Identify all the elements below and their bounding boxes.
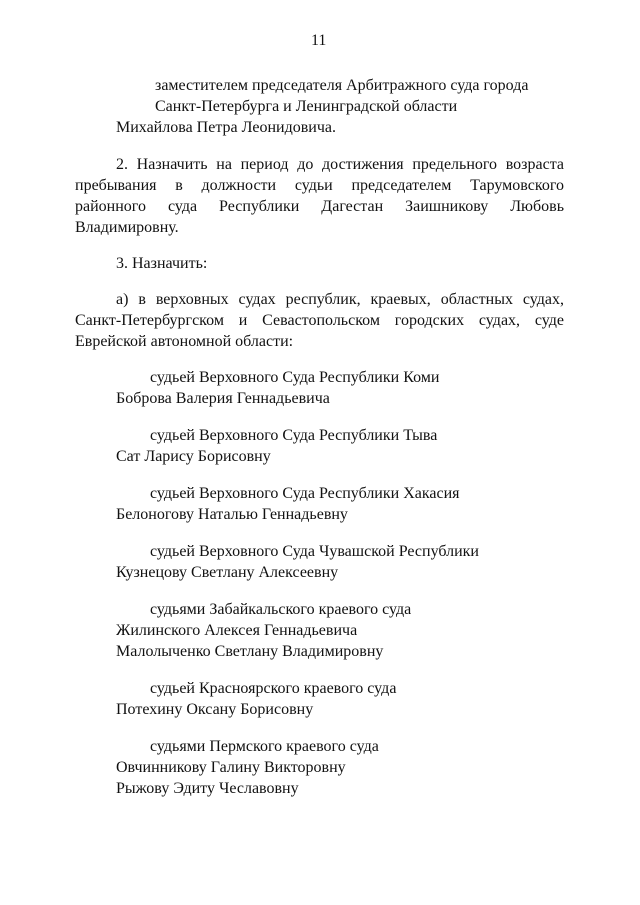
- item2-line: районного суда Республики Дагестан Заишникову Любовь: [75, 198, 564, 215]
- page-number: 11: [311, 32, 327, 49]
- appointment-position: судьей Верховного Суда Республики Коми: [150, 369, 440, 386]
- appointee-name: Боброва Валерия Геннадьевича: [116, 390, 330, 407]
- appointee-name: Рыжову Эдиту Чеславовну: [116, 780, 299, 797]
- item2-line: пребывания в должности судьи председателем Тарумовского: [75, 177, 564, 194]
- appointment-position: судьями Забайкальского краевого суда: [150, 601, 412, 618]
- intro-line: Михайлова Петра Леонидовича.: [116, 119, 336, 136]
- item2-line: 2. Назначить на период до достижения предельного возраста: [116, 156, 564, 173]
- appointee-name: Кузнецову Светлану Алексеевну: [116, 564, 339, 581]
- appointee-name: Белоногову Наталью Геннадьевну: [116, 506, 348, 523]
- sub-a-line: Еврейской автономной области:: [75, 333, 294, 350]
- appointment-position: судьей Верховного Суда Республики Хакасия: [150, 485, 460, 502]
- appointee-name: Потехину Оксану Борисовну: [116, 701, 314, 718]
- appointee-name: Сат Ларису Борисовну: [116, 448, 271, 465]
- appointment-position: судьями Пермского краевого суда: [150, 738, 379, 755]
- item2-line: Владимировну.: [75, 219, 179, 236]
- appointment-position: судьей Красноярского краевого суда: [150, 680, 397, 697]
- appointment-position: судьей Верховного Суда Чувашской Республики: [150, 543, 479, 560]
- intro-line: заместителем председателя Арбитражного суда города: [155, 77, 529, 94]
- sub-a-line: Санкт-Петербургском и Севастопольском городских судах, суде: [75, 312, 564, 329]
- intro-line: Санкт-Петербурга и Ленинградской области: [155, 98, 458, 115]
- appointee-name: Жилинского Алексея Геннадьевича: [116, 622, 358, 639]
- appointee-name: Малолыченко Светлану Владимировну: [116, 643, 384, 660]
- appointee-name: Овчинникову Галину Викторовну: [116, 759, 346, 776]
- sub-a-line: а) в верховных судах республик, краевых, областных судах,: [116, 291, 564, 308]
- item3-heading: 3. Назначить:: [116, 255, 208, 272]
- appointment-position: судьей Верховного Суда Республики Тыва: [150, 427, 438, 444]
